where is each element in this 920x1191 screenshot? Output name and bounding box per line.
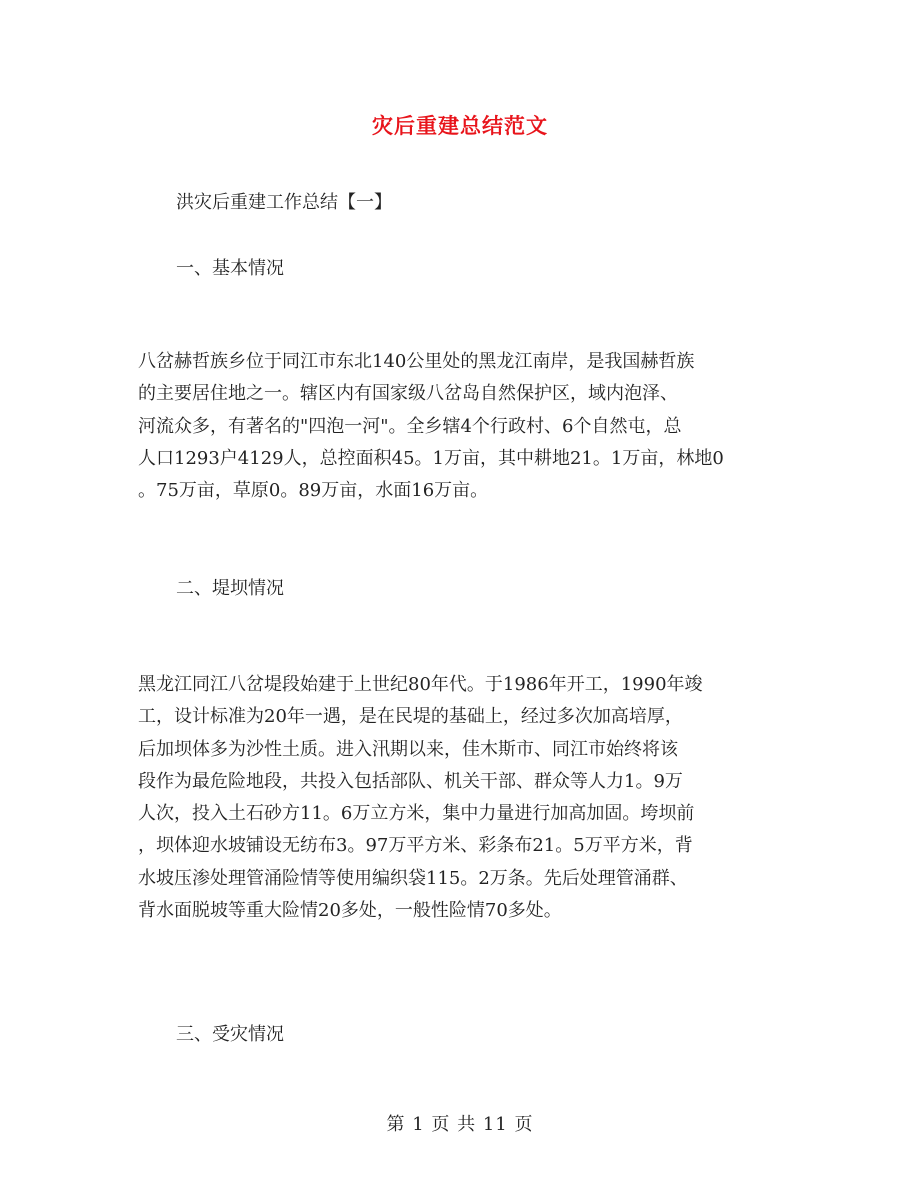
paragraph-line: 人口1293户4129人，总控面积45。1万亩，其中耕地21。1万亩，林地0 — [138, 447, 724, 469]
paragraph-line: 河流众多，有著名的"四泡一河"。全乡辖4个行政村、6个自然屯，总 — [138, 415, 682, 437]
paragraph-line: 人次，投入土石砂方11。6万立方米，集中力量进行加高加固。垮坝前 — [138, 803, 695, 825]
paragraph-line: 八岔赫哲族乡位于同江市东北140公里处的黑龙江南岸，是我国赫哲族 — [138, 351, 695, 372]
section-heading-disaster: 三、受灾情况 — [176, 1024, 284, 1045]
paragraph-line: ，坝体迎水坡铺设无纺布3。97万平方米、彩条布21。5万平方米，背 — [138, 835, 693, 857]
section-heading-dam: 二、堤坝情况 — [176, 578, 284, 599]
paragraph-line: 后加坝体多为沙性土质。进入汛期以来，佳木斯市、同江市始终将该 — [138, 738, 678, 760]
paragraph-line: 。75万亩，草原0。89万亩，水面16万亩。 — [138, 480, 489, 502]
paragraph-line: 工，设计标准为20年一遇，是在民堤的基础上，经过多次加高培厚， — [138, 706, 683, 728]
paragraph-line: 黑龙江同江八岔堤段始建于上世纪80年代。于1986年开工，1990年竣 — [138, 674, 703, 695]
page-title: 灾后重建总结范文 — [372, 113, 548, 138]
paragraph-dam-info — [138, 669, 788, 927]
paragraph-line: 背水面脱坡等重大险情20多处，一般性险情70多处。 — [138, 900, 562, 922]
paragraph-line: 段作为最危险地段，共投入包括部队、机关干部、群众等人力1。9万 — [138, 770, 683, 792]
document-subtitle: 洪灾后重建工作总结【一】 — [176, 192, 392, 213]
page-footer: 第 1 页 共 11 页 — [386, 1114, 534, 1135]
section-heading-basic: 一、基本情况 — [176, 258, 284, 279]
paragraph-line: 的主要居住地之一。辖区内有国家级八岔岛自然保护区，域内泡泽、 — [138, 383, 678, 405]
paragraph-line: 水坡压渗处理管涌险情等使用编织袋115。2万条。先后处理管涌群、 — [138, 867, 688, 889]
paragraph-basic-info — [138, 346, 788, 507]
